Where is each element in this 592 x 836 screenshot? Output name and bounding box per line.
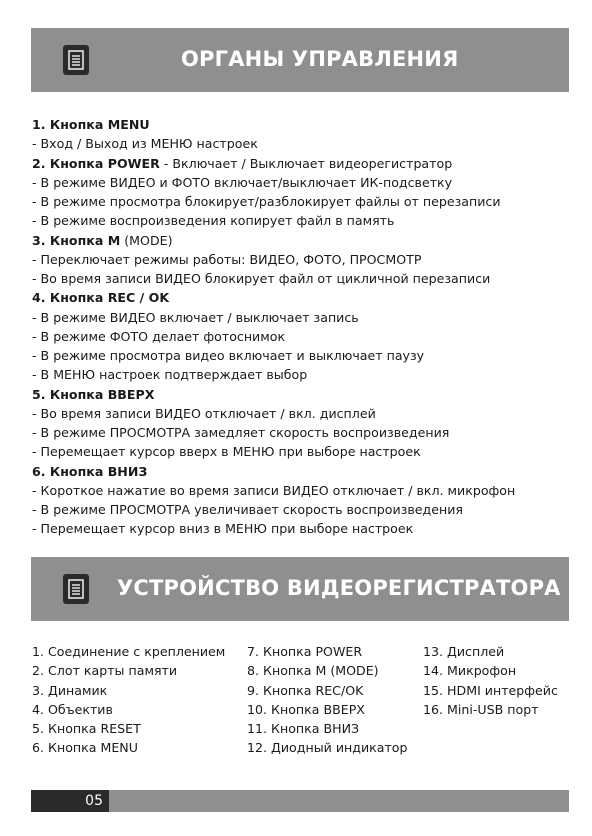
control-item [32,211,562,230]
line-text: - Перемещает курсор вниз в МЕНЮ при выборе настроек [32,521,414,537]
part-item: 10. Кнопка ВВЕРХ [247,701,365,717]
parts-column-1 [32,642,225,758]
line-text: - Вход / Выход из МЕНЮ настроек [32,136,258,152]
line-text: 4. Кнопка REC / OK [32,290,170,306]
control-item [32,365,562,384]
line-text: 6. Кнопка ВНИЗ [32,463,148,479]
line-text: - В режиме просмотра блокирует/разблокирует файлы от перезаписи [32,194,501,209]
line-text: - В режиме ВИДЕО включает / выключает запись [32,309,359,325]
part-item: 12. Диодный индикатор [247,740,408,756]
line-text: 2. Кнопка POWER [32,155,160,171]
line-text: 5. Кнопка ВВЕРХ [32,386,155,402]
line-text: - Перемещает курсор вверх в МЕНЮ при выборе настроек [32,444,421,460]
control-item [32,192,562,211]
control-item [32,423,562,442]
control-item [32,346,562,365]
line-text: - Переключает режимы работы: ВИДЕО, ФОТО, ПРОСМОТР [32,251,422,267]
part-item: 6. Кнопка MENU [32,740,138,756]
section-title: ОРГАНЫ УПРАВЛЕНИЯ [181,47,459,71]
section-title: УСТРОЙСТВО ВИДЕОРЕГИСТРАТОРА [117,576,561,600]
part-item: 15. HDMI интерфейс [423,682,558,698]
control-item [32,250,562,269]
line-text: 3. Кнопка M [32,232,121,248]
line-text: - В режиме ФОТО делает фотоснимок [32,328,286,344]
control-item [32,404,562,423]
line-text: - Во время записи ВИДЕО блокирует файл от цикличной перезаписи [32,271,491,286]
part-item: 3. Динамик [32,682,108,698]
part-item: 4. Объектив [32,701,113,717]
part-item: 9. Кнопка REC/OK [247,682,364,698]
control-item [32,308,562,327]
part-item: 8. Кнопка M (MODE) [247,663,379,679]
line-text: - В режиме просмотра видео включает и выключает паузу [32,348,425,363]
part-item: 16. Mini-USB порт [423,701,539,717]
control-item [32,519,562,538]
control-heading [32,462,562,481]
control-heading [32,385,562,404]
line-text: - Во время записи ВИДЕО отключает / вкл. дисплей [32,405,376,421]
page-number: 05 [31,790,109,812]
part-item: 2. Слот карты памяти [32,663,178,679]
line-text: - Короткое нажатие во время записи ВИДЕО отключает / вкл. микрофон [32,482,516,498]
parts-column-2 [247,642,408,758]
line-text: - В режиме ПРОСМОТРА замедляет скорость воспроизведения [32,425,450,440]
part-item: 7. Кнопка POWER [247,644,363,659]
part-item: 11. Кнопка ВНИЗ [247,721,360,737]
part-item: 1. Соединение с креплением [32,644,226,659]
control-heading [32,154,562,173]
line-text: - В МЕНЮ настроек подтверждает выбор [32,367,308,383]
line-text: - В режиме ПРОСМОТРА увеличивает скорость воспроизведения [32,502,463,517]
control-item [32,500,562,519]
controls-description [32,115,562,539]
control-heading [32,231,562,250]
control-heading [32,115,562,134]
control-heading [32,288,562,307]
control-item [32,481,562,500]
control-item [32,327,562,346]
control-item [32,442,562,461]
document-icon [63,574,89,604]
line-text: - В режиме воспроизведения копирует файл в память [32,213,395,229]
control-item [32,134,562,153]
section-header-device [31,557,569,621]
footer-bar [109,790,569,812]
part-item: 13. Дисплей [423,644,505,659]
part-item: 14. Микрофон [423,663,517,679]
control-item [32,173,562,192]
part-item: 5. Кнопка RESET [32,721,141,737]
line-text: 1. Кнопка MENU [32,117,150,132]
control-item [32,269,562,288]
line-description: - Включает / Выключает видеорегистратор [159,155,453,171]
parts-column-3 [423,642,558,719]
line-text: - В режиме ВИДЕО и ФОТО включает/выключает ИК-подсветку [32,174,453,190]
section-header-controls [31,28,569,92]
line-description: (MODE) [120,232,173,248]
document-icon [63,45,89,75]
